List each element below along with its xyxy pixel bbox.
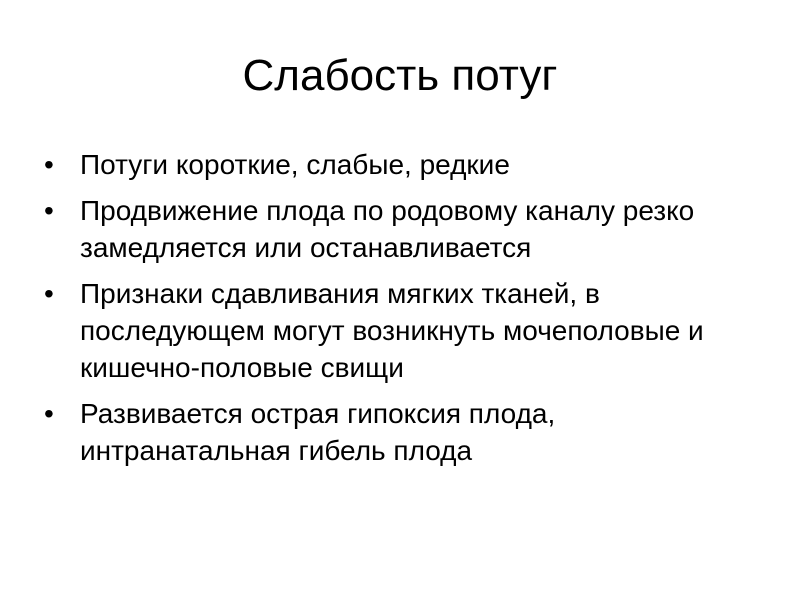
bullet-marker: • — [44, 149, 54, 180]
bullet-text: Развивается острая гипоксия плода, интранатальная гибель плода — [80, 398, 556, 466]
bullet-text: Потуги короткие, слабые, редкие — [80, 149, 510, 180]
bullet-text: Продвижение плода по родовому каналу резко замедляется или останавливается — [80, 195, 695, 263]
bullet-item — [40, 275, 770, 386]
bullet-marker: • — [44, 398, 54, 429]
bullet-marker: • — [44, 278, 54, 309]
bullet-list — [40, 146, 770, 478]
bullet-marker: • — [44, 195, 54, 226]
bullet-item — [40, 146, 770, 183]
bullet-item — [40, 192, 770, 266]
bullet-text: Признаки сдавливания мягких тканей, в последующем могут возникнуть мочеполовые и кишечно-половые свищи — [80, 278, 704, 383]
slide-title: Слабость потуг — [242, 51, 558, 100]
bullet-item — [40, 395, 770, 469]
